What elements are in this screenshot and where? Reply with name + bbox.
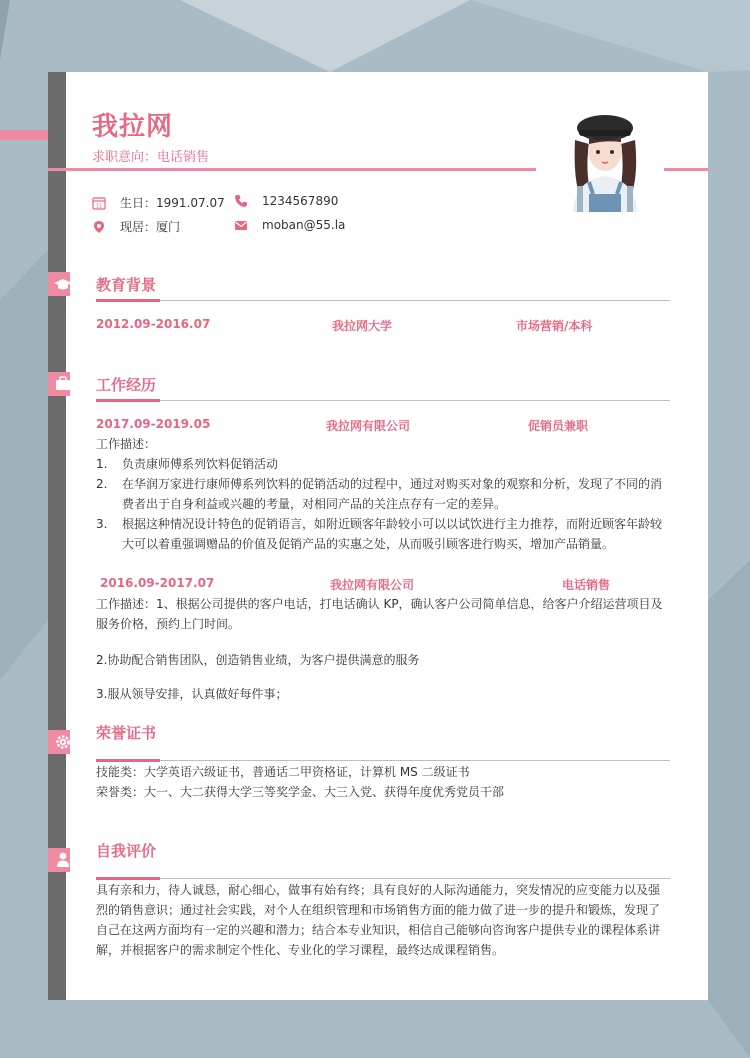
list-item — [96, 474, 670, 514]
self-eval-text: 具有亲和力，待人诚恳，耐心细心，做事有始有终；具有良好的人际沟通能力，突发情况的应变能力以及强烈的销售意识；通过社会实践，对个人在组织管理和市场销售方面的能力做了进一步的提升和锻炼，发现了自己在这两方面均有一定的兴趣和潜力；结合本专业知识，相信自己能够向咨询客户提供专业的课程体系讲解，并根据客户的需求制定个性化、专业化的学习课程，最终达成课程销售。 — [96, 883, 661, 957]
job2-desc-3: 3.服从领导安排，认真做好每件事； — [96, 687, 288, 701]
graduation-cap-icon — [49, 272, 77, 296]
phone-info — [234, 194, 338, 208]
list-number: 1. — [96, 457, 108, 471]
self-eval-divider — [96, 878, 670, 879]
gear-icon — [49, 730, 77, 754]
list-text: 在华润万家进行康师傅系列饮料的促销活动的过程中，通过对购买对象的观察和分析，发现了不同的消费者出于自身利益或兴趣的考量，对相同产品的关注点存有一定的差异。 — [122, 477, 663, 511]
email-text[interactable]: moban@55.la — [262, 218, 346, 232]
residence-text: 现居：厦门 — [120, 220, 181, 234]
job2-company: 我拉网有限公司 — [330, 578, 415, 592]
job1-company: 我拉网有限公司 — [326, 419, 411, 433]
phone-icon — [234, 194, 248, 208]
honors-awards: 荣誉类：大一、大二获得大学三等奖学金、大三入党、获得年度优秀党员干部 — [96, 785, 505, 799]
education-school: 我拉网大学 — [332, 319, 393, 333]
person-icon — [49, 848, 77, 872]
work-underline — [96, 399, 160, 402]
calendar-icon — [92, 196, 106, 210]
education-period: 2012.09-2016.07 — [96, 317, 211, 331]
job1-role: 促销员兼职 — [528, 419, 589, 433]
briefcase-icon — [49, 372, 77, 396]
job1-desc-label: 工作描述： — [96, 437, 157, 451]
list-item — [96, 514, 670, 554]
list-number: 3. — [96, 517, 108, 531]
resume-page — [48, 72, 708, 1000]
job2-role: 电话销售 — [562, 578, 611, 592]
job1-period: 2017.09-2019.05 — [96, 417, 211, 431]
list-text: 负责康师傅系列饮料促销活动 — [122, 457, 279, 471]
education-underline — [96, 299, 160, 302]
location-icon — [92, 220, 106, 234]
job2-desc-1: 工作描述：1、根据公司提供的客户电话，打电话确认 KP，确认客户公司简单信息，给客户介绍运营项目及服务价格，预约上门时间。 — [96, 597, 663, 631]
birth-info — [92, 194, 225, 211]
svg-text:11: 11 — [95, 203, 103, 209]
list-number: 2. — [96, 477, 108, 491]
job1-items — [96, 454, 670, 554]
work-title: 工作经历 — [96, 376, 157, 394]
candidate-name: 我拉网 — [92, 112, 174, 142]
honors-divider — [96, 760, 670, 761]
email-info[interactable] — [234, 218, 345, 232]
work-divider — [96, 400, 670, 401]
list-text: 根据这种情况设计特色的促销语言，如附近顾客年龄较小可以以试饮进行主力推荐，而附近顾客年龄较大可以着重强调赠品的价值及促销产品的实惠之处，从而吸引顾客进行购买，增加产品销量。 — [122, 517, 663, 551]
mail-icon — [234, 218, 248, 232]
birth-text: 生日：1991.07.07 — [120, 196, 225, 210]
avatar — [559, 100, 651, 212]
residence-info — [92, 218, 180, 235]
job-intent: 求职意向：电话销售 — [92, 150, 210, 165]
honors-title: 荣誉证书 — [96, 724, 157, 742]
honors-skills: 技能类：大学英语六级证书，普通话二甲资格证，计算机 MS 二级证书 — [96, 765, 470, 779]
education-major: 市场营销/本科 — [516, 319, 593, 333]
education-divider — [96, 300, 670, 301]
header-edge-tab — [0, 130, 48, 140]
phone-text: 1234567890 — [262, 194, 339, 208]
self-eval-title: 自我评价 — [96, 842, 157, 860]
education-title: 教育背景 — [96, 276, 157, 294]
job2-period: 2016.09-2017.07 — [100, 576, 215, 590]
header-divider-right — [664, 168, 708, 171]
list-item — [96, 454, 670, 474]
header-divider-left — [48, 168, 536, 171]
job2-desc-2: 2.协助配合销售团队，创造销售业绩，为客户提供满意的服务 — [96, 653, 420, 667]
